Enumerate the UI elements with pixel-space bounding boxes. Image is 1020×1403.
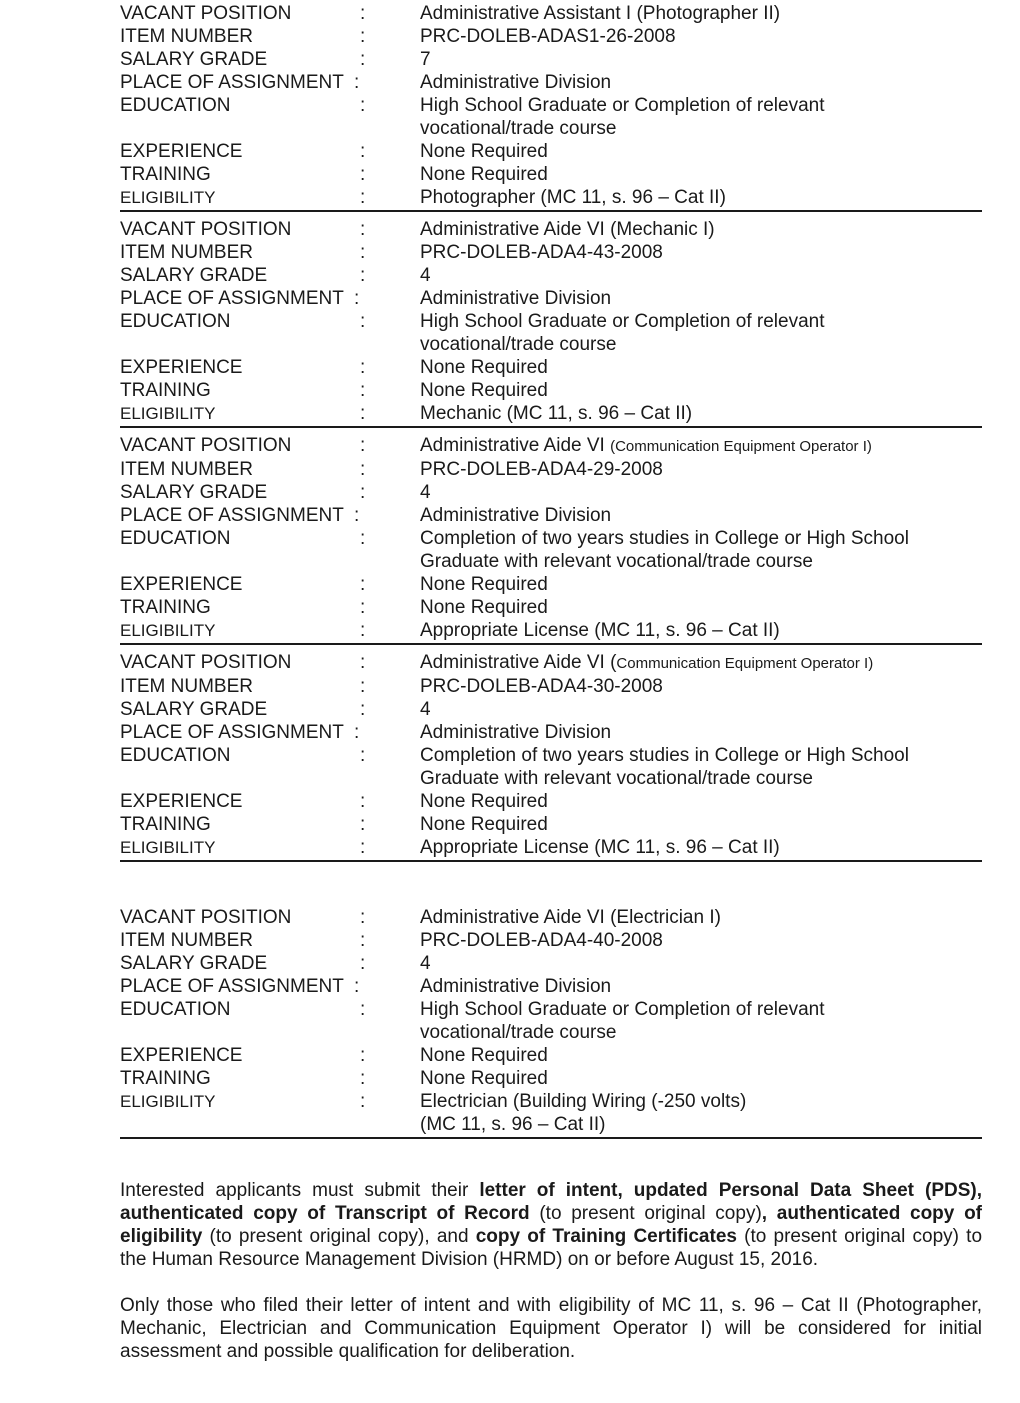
field-label: SALARY GRADE xyxy=(120,265,268,286)
field-row xyxy=(120,790,982,813)
field-row xyxy=(120,48,982,71)
field-colon: : xyxy=(360,164,366,185)
field-label: EDUCATION xyxy=(120,528,231,549)
field-row xyxy=(120,140,982,163)
field-colon: : xyxy=(360,676,366,697)
field-colon: : xyxy=(360,459,366,480)
field-row xyxy=(120,264,982,287)
place-of-assignment-value: Administrative Division xyxy=(420,722,612,743)
field-row xyxy=(120,287,982,310)
eligibility-note: Only those who filed their letter of intent and with eligibility of MC 11, s. 96 – Cat II (Photographer, Mechanic, Electrician and Communication Equipment Operator I) will be considered for initial assessment and possible qualification for deliberation. xyxy=(120,1295,982,1362)
field-row xyxy=(120,1067,982,1090)
instructions-text: (to present original copy) to the Human Resource Management Division (HRMD) on or before August 15, 2016. xyxy=(120,1226,983,1270)
field-label: SALARY GRADE xyxy=(120,953,268,974)
item-number-value: PRC-DOLEB-ADA4-29-2008 xyxy=(420,459,663,480)
field-colon: : xyxy=(360,187,366,208)
field-label: EXPERIENCE xyxy=(120,141,243,162)
field-row xyxy=(120,1044,982,1067)
field-label: TRAINING xyxy=(120,380,211,401)
instructions-text: Interested applicants must submit their xyxy=(120,1180,480,1201)
field-colon: : xyxy=(360,1045,366,1066)
field-row xyxy=(120,163,982,186)
field-label: EDUCATION xyxy=(120,745,231,766)
experience-value: None Required xyxy=(420,141,548,162)
field-colon: : xyxy=(360,574,366,595)
field-colon: : xyxy=(360,380,366,401)
field-label: PLACE OF ASSIGNMENT xyxy=(120,72,344,93)
field-label: TRAINING xyxy=(120,597,211,618)
field-colon: : xyxy=(360,953,366,974)
field-label: PLACE OF ASSIGNMENT xyxy=(120,722,344,743)
field-row xyxy=(120,1090,982,1136)
field-label: ELIGIBILITY xyxy=(120,188,216,207)
education-value xyxy=(420,310,982,356)
place-of-assignment-value: Administrative Division xyxy=(420,505,612,526)
field-row xyxy=(120,721,982,744)
required-documents: letter of intent, updated Personal Data Sheet (PDS), authenticated copy of Transcript of Record xyxy=(120,1180,982,1224)
field-row xyxy=(120,619,982,642)
field-label: EDUCATION xyxy=(120,95,231,116)
item-number-value: PRC-DOLEB-ADA4-30-2008 xyxy=(420,676,663,697)
experience-value: None Required xyxy=(420,791,548,812)
vacant-position-main: Administrative Aide VI ( xyxy=(420,652,617,673)
field-row xyxy=(120,458,982,481)
vacancy-notice xyxy=(120,2,982,1363)
education-line: vocational/trade course xyxy=(420,1022,617,1043)
field-row xyxy=(120,573,982,596)
field-label: VACANT POSITION xyxy=(120,907,292,928)
education-line: High School Graduate or Completion of relevant xyxy=(420,311,825,332)
field-colon: : xyxy=(360,482,366,503)
field-colon: : xyxy=(360,999,366,1020)
field-row xyxy=(120,998,982,1044)
field-row xyxy=(120,434,982,458)
field-row xyxy=(120,813,982,836)
vacant-position-value: Administrative Aide VI (Electrician I) xyxy=(420,907,721,928)
training-value: None Required xyxy=(420,1068,548,1089)
salary-grade-value: 4 xyxy=(420,953,431,974)
field-label: SALARY GRADE xyxy=(120,482,268,503)
field-row xyxy=(120,952,982,975)
field-label: ELIGIBILITY xyxy=(120,404,216,423)
field-colon: : xyxy=(360,791,366,812)
field-colon: : xyxy=(360,219,366,240)
required-documents: copy of Training Certificates xyxy=(475,1226,737,1247)
vacant-position-sub: Communication Equipment Operator I) xyxy=(616,655,874,672)
instructions-text: (to present original copy) xyxy=(529,1203,762,1224)
field-colon: : xyxy=(354,722,360,743)
field-colon: : xyxy=(360,814,366,835)
training-value: None Required xyxy=(420,380,548,401)
experience-value: None Required xyxy=(420,357,548,378)
field-colon: : xyxy=(360,930,366,951)
field-label: VACANT POSITION xyxy=(120,3,292,24)
education-line: Completion of two years studies in College or High School xyxy=(420,745,909,766)
field-row xyxy=(120,929,982,952)
eligibility-value: Mechanic (MC 11, s. 96 – Cat II) xyxy=(420,403,693,424)
submission-instructions xyxy=(120,1179,982,1271)
field-colon: : xyxy=(360,435,366,456)
education-value xyxy=(420,998,982,1044)
required-documents: , authenticated copy of eligibility xyxy=(120,1203,983,1247)
training-value: None Required xyxy=(420,597,548,618)
field-row xyxy=(120,481,982,504)
education-line: High School Graduate or Completion of relevant xyxy=(420,999,825,1020)
position-block xyxy=(120,2,982,212)
instructions-text: (to present original copy), and xyxy=(202,1226,476,1247)
field-label: EXPERIENCE xyxy=(120,791,243,812)
eligibility-line: (MC 11, s. 96 – Cat II) xyxy=(420,1114,606,1135)
field-colon: : xyxy=(360,141,366,162)
field-row xyxy=(120,975,982,998)
field-colon: : xyxy=(360,528,366,549)
field-colon: : xyxy=(360,620,366,641)
experience-value: None Required xyxy=(420,574,548,595)
field-colon: : xyxy=(354,976,360,997)
field-colon: : xyxy=(360,357,366,378)
field-label: ITEM NUMBER xyxy=(120,930,253,951)
position-block xyxy=(120,906,982,1139)
field-label: PLACE OF ASSIGNMENT xyxy=(120,976,344,997)
salary-grade-value: 4 xyxy=(420,699,431,720)
field-row xyxy=(120,356,982,379)
experience-value: None Required xyxy=(420,1045,548,1066)
field-label: TRAINING xyxy=(120,164,211,185)
salary-grade-value: 7 xyxy=(420,49,431,70)
education-line: High School Graduate or Completion of relevant xyxy=(420,95,825,116)
vacant-position-main: Administrative Aide VI xyxy=(420,435,605,456)
field-colon: : xyxy=(360,652,366,673)
eligibility-value: Appropriate License (MC 11, s. 96 – Cat II) xyxy=(420,620,780,641)
training-value: None Required xyxy=(420,164,548,185)
eligibility-value xyxy=(420,1090,982,1136)
field-row xyxy=(120,71,982,94)
field-label: EDUCATION xyxy=(120,311,231,332)
vacant-position-value xyxy=(420,434,982,458)
field-row xyxy=(120,527,982,573)
field-row xyxy=(120,596,982,619)
field-row xyxy=(120,310,982,356)
field-label: PLACE OF ASSIGNMENT xyxy=(120,288,344,309)
item-number-value: PRC-DOLEB-ADAS1-26-2008 xyxy=(420,26,676,47)
item-number-value: PRC-DOLEB-ADA4-43-2008 xyxy=(420,242,663,263)
vacant-position-sub: (Communication Equipment Operator I) xyxy=(610,438,872,455)
education-value xyxy=(420,744,982,790)
field-colon: : xyxy=(360,311,366,332)
field-row xyxy=(120,402,982,425)
field-colon: : xyxy=(360,242,366,263)
vacant-position-value xyxy=(420,651,982,675)
field-colon: : xyxy=(360,3,366,24)
training-value: None Required xyxy=(420,814,548,835)
education-line: Graduate with relevant vocational/trade course xyxy=(420,551,813,572)
field-label: PLACE OF ASSIGNMENT xyxy=(120,505,344,526)
field-row xyxy=(120,94,982,140)
field-label: ELIGIBILITY xyxy=(120,838,216,857)
field-label: TRAINING xyxy=(120,1068,211,1089)
field-label: EXPERIENCE xyxy=(120,574,243,595)
field-colon: : xyxy=(360,1068,366,1089)
field-row xyxy=(120,218,982,241)
field-colon: : xyxy=(360,403,366,424)
field-colon: : xyxy=(354,505,360,526)
place-of-assignment-value: Administrative Division xyxy=(420,72,612,93)
field-label: SALARY GRADE xyxy=(120,699,268,720)
field-label: VACANT POSITION xyxy=(120,652,292,673)
education-line: vocational/trade course xyxy=(420,118,617,139)
field-label: ELIGIBILITY xyxy=(120,1092,216,1111)
field-colon: : xyxy=(360,745,366,766)
field-label: ITEM NUMBER xyxy=(120,242,253,263)
field-row xyxy=(120,698,982,721)
education-line: Graduate with relevant vocational/trade course xyxy=(420,768,813,789)
field-row xyxy=(120,186,982,209)
field-colon: : xyxy=(360,597,366,618)
vacant-position-value: Administrative Aide VI (Mechanic I) xyxy=(420,219,715,240)
field-row xyxy=(120,241,982,264)
field-colon: : xyxy=(354,72,360,93)
field-label: TRAINING xyxy=(120,814,211,835)
position-block xyxy=(120,434,982,645)
field-row xyxy=(120,836,982,859)
position-block xyxy=(120,651,982,862)
field-row xyxy=(120,25,982,48)
education-line: Completion of two years studies in College or High School xyxy=(420,528,909,549)
field-colon: : xyxy=(360,26,366,47)
field-colon: : xyxy=(360,837,366,858)
field-colon: : xyxy=(360,95,366,116)
field-row xyxy=(120,2,982,25)
field-row xyxy=(120,379,982,402)
field-row xyxy=(120,744,982,790)
education-value xyxy=(420,94,982,140)
field-label: EXPERIENCE xyxy=(120,357,243,378)
field-colon: : xyxy=(360,265,366,286)
field-colon: : xyxy=(360,907,366,928)
vacant-position-value: Administrative Assistant I (Photographer II) xyxy=(420,3,781,24)
field-label: VACANT POSITION xyxy=(120,219,292,240)
field-label: SALARY GRADE xyxy=(120,49,268,70)
field-label: ELIGIBILITY xyxy=(120,621,216,640)
place-of-assignment-value: Administrative Division xyxy=(420,288,612,309)
item-number-value: PRC-DOLEB-ADA4-40-2008 xyxy=(420,930,663,951)
eligibility-value: Appropriate License (MC 11, s. 96 – Cat II) xyxy=(420,837,780,858)
field-label: ITEM NUMBER xyxy=(120,676,253,697)
field-colon: : xyxy=(360,49,366,70)
education-line: vocational/trade course xyxy=(420,334,617,355)
field-label: EXPERIENCE xyxy=(120,1045,243,1066)
field-colon: : xyxy=(354,288,360,309)
field-label: ITEM NUMBER xyxy=(120,26,253,47)
field-row xyxy=(120,675,982,698)
field-label: VACANT POSITION xyxy=(120,435,292,456)
field-label: ITEM NUMBER xyxy=(120,459,253,480)
field-row xyxy=(120,651,982,675)
education-value xyxy=(420,527,982,573)
field-row xyxy=(120,906,982,929)
salary-grade-value: 4 xyxy=(420,482,431,503)
position-block xyxy=(120,218,982,428)
eligibility-line: Electrician (Building Wiring (-250 volts) xyxy=(420,1091,747,1112)
place-of-assignment-value: Administrative Division xyxy=(420,976,612,997)
salary-grade-value: 4 xyxy=(420,265,431,286)
eligibility-value: Photographer (MC 11, s. 96 – Cat II) xyxy=(420,187,726,208)
field-row xyxy=(120,504,982,527)
field-label: EDUCATION xyxy=(120,999,231,1020)
field-colon: : xyxy=(360,1091,366,1112)
field-colon: : xyxy=(360,699,366,720)
